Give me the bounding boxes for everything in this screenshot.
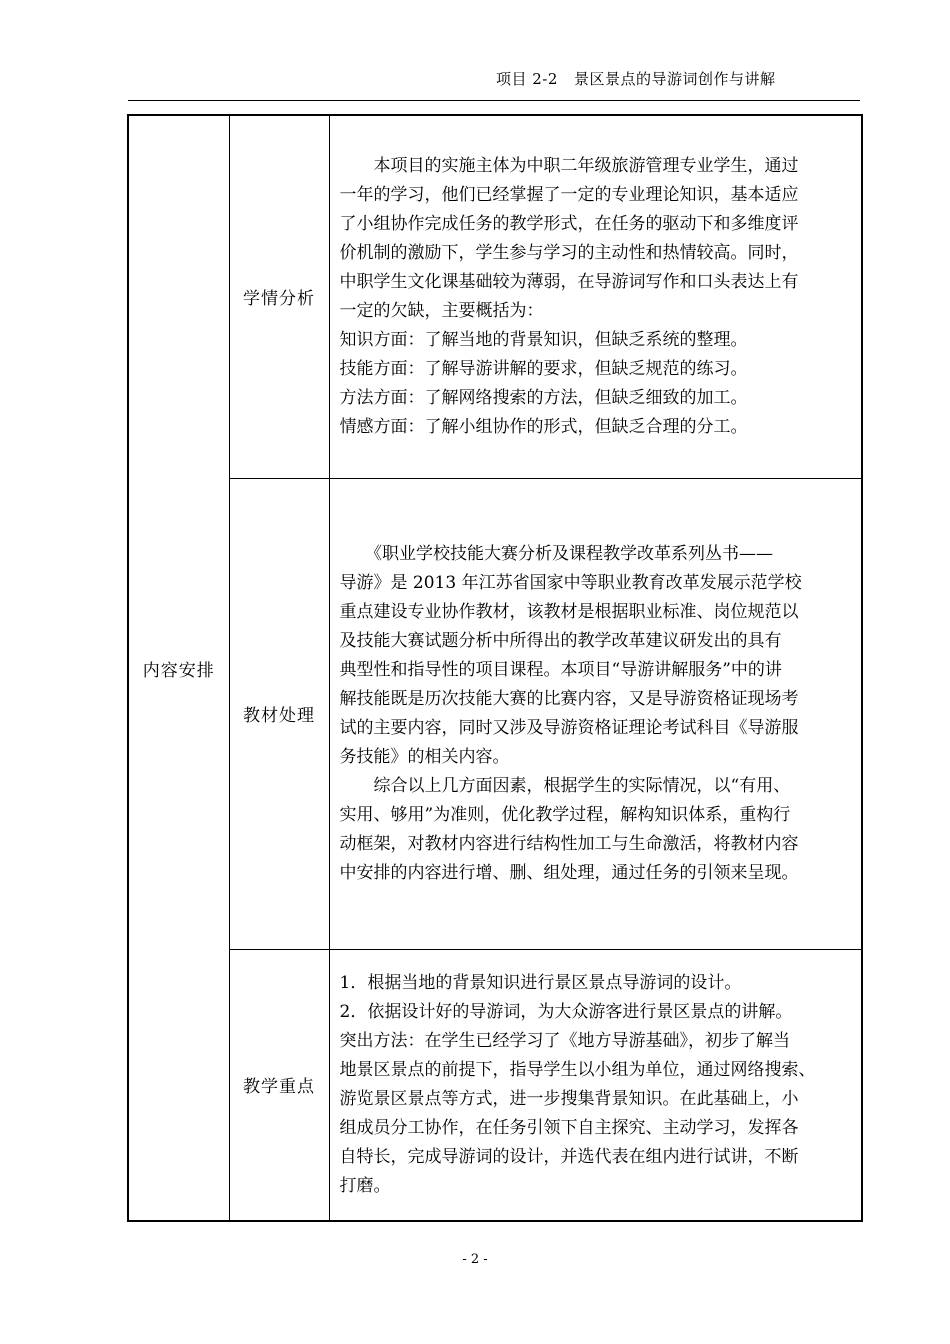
teaching-focus-content: [329, 949, 862, 1221]
table-row: [128, 478, 862, 949]
text-line: 价机制的激励下，学生参与学习的主动性和热情较高。同时，: [339, 242, 799, 263]
header-rule: [128, 100, 860, 101]
text-line: 动框架，对教材内容进行结构性加工与生命激活，将教材内容: [339, 833, 799, 854]
text-line: 本项目的实施主体为中职二年级旅游管理专业学生，通过: [339, 155, 799, 176]
text-line: 务技能》的相关内容。: [339, 746, 510, 767]
text-line: 一定的欠缺，主要概括为：: [339, 300, 544, 321]
row-label-cell: [229, 115, 329, 478]
text-line: 综合以上几方面因素，根据学生的实际情况，以“有用、: [339, 775, 791, 796]
row-label-cell: [229, 478, 329, 949]
row-label-learner-analysis: 学情分析: [243, 289, 315, 310]
text-line: 技能方面：了解导游讲解的要求，但缺乏规范的练习。: [339, 358, 748, 379]
table-row: [128, 949, 862, 1221]
table-row: [128, 115, 862, 478]
text-line: 游览景区景点等方式，进一步搜集背景知识。在此基础上，小: [339, 1088, 799, 1109]
running-header: [496, 68, 775, 89]
row-label-textbook-processing: 教材处理: [243, 706, 315, 726]
text-line: 实用、够用”为准则，优化教学过程，解构知识体系，重构行: [339, 804, 791, 825]
text-line: 试的主要内容，同时又涉及导游资格证理论考试科目《导游服: [339, 717, 799, 738]
text-line: 方法方面：了解网络搜索的方法，但缺乏细致的加工。: [339, 387, 748, 408]
text-line: 解技能既是历次技能大赛的比赛内容，又是导游资格证现场考: [339, 688, 799, 709]
section-label-cell: [128, 115, 229, 1221]
row-label-teaching-focus: 教学重点: [243, 1077, 315, 1098]
text-line: 中安排的内容进行增、删、组处理，通过任务的引领来呈现。: [339, 862, 799, 883]
header-title: 景区景点的导游词创作与讲解: [573, 70, 776, 88]
text-line: 组成员分工协作，在任务引领下自主探究、主动学习，发挥各: [339, 1117, 799, 1138]
text-line: 导游》是 2013 年江苏省国家中等职业教育改革发展示范学校: [339, 572, 802, 593]
text-line: 地景区景点的前提下，指导学生以小组为单位，通过网络搜索、: [339, 1059, 816, 1080]
text-line: 情感方面：了解小组协作的形式，但缺乏合理的分工。: [339, 416, 748, 437]
text-line: 知识方面：了解当地的背景知识，但缺乏系统的整理。: [339, 329, 748, 350]
learner-analysis-content: [329, 115, 862, 478]
text-line: 及技能大赛试题分析中所得出的教学改革建议研发出的具有: [339, 630, 782, 651]
section-label: 内容安排: [142, 660, 215, 681]
text-line: 自特长，完成导游词的设计，并选代表在组内进行试讲，不断: [339, 1146, 799, 1167]
text-line: 重点建设专业协作教材，该教材是根据职业标准、岗位规范以: [339, 601, 799, 622]
header-project-number: 项目 2-2: [496, 70, 558, 88]
text-line: 一年的学习，他们已经掌握了一定的专业理论知识，基本适应: [339, 184, 799, 205]
page-number: - 2 -: [462, 1252, 488, 1267]
text-line: 突出方法：在学生已经学习了《地方导游基础》，初步了解当: [339, 1030, 790, 1051]
text-line: 了小组协作完成任务的教学形式，在任务的驱动下和多维度评: [339, 213, 799, 234]
text-line: 典型性和指导性的项目课程。本项目“导游讲解服务”中的讲: [339, 659, 782, 680]
text-line: 《职业学校技能大赛分析及课程教学改革系列丛书——: [339, 543, 773, 564]
textbook-processing-content: [329, 478, 862, 949]
text-line: 中职学生文化课基础较为薄弱，在导游词写作和口头表达上有: [339, 271, 799, 292]
text-line: 1．根据当地的背景知识进行景区景点导游词的设计。: [339, 972, 742, 993]
text-line: 2．依据设计好的导游词，为大众游客进行景区景点的讲解。: [339, 1001, 793, 1022]
lesson-plan-table: [127, 114, 863, 1222]
text-line: 打磨。: [339, 1175, 391, 1196]
row-label-cell: [229, 949, 329, 1221]
